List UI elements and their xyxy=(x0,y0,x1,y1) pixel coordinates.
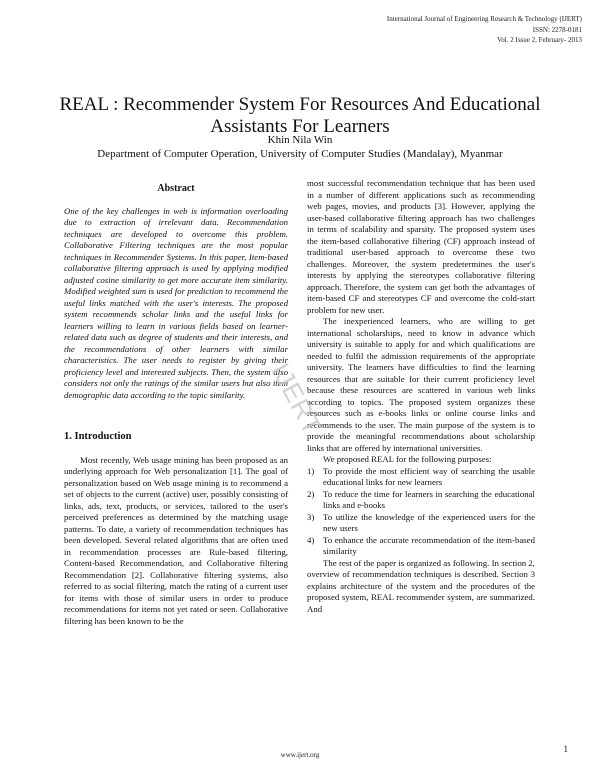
page-number: 1 xyxy=(563,744,568,754)
abstract-text: One of the key challenges in web is information overloading due to extraction of irrelevant data. Recommendation techniques are developed to overcome this problem. Collaborative Filtering techniques are the most popular techniques in Recommender Systems. In this paper, Item-based collaborative filtering approach is used by applying modified adjusted cosine similarity to get more accurate item similarity. Modified weighted sum is used for prediction to recommend the useful links matched with the user's interests. The proposed system recommends scholar links and the useful links for learners willing to learn in various fields based on learner-related data such as degree of students and their interests, and the recommendations of other learners with similar characteristics. The user needs to register by giving their proficiency level and interested subjects. Then, the system also considers not only the ratings of the similar users but also item demographic data according to the topic similarity. xyxy=(64,205,288,400)
intro-paragraph-2: most successful recommendation technique that has been used in a number of different applications such as recommending web pages, movies, and products [3]. However, applying the user-based collaborative filtering approach has two challenges in terms of scalability and sparsity. The proposed system uses the item-based collaborative filtering (CF) approach instead of traditional user-based approach to overcome these two challenges. Moreover, the system predetermines the user's interests by applying the stereotypes collaborative filtering approach. Therefore, the system can get both the advantages of item-based CF and stereotypes CF and overcome the cold-start problem for new user. xyxy=(307,178,535,315)
journal-header xyxy=(282,14,582,46)
right-column xyxy=(307,178,535,615)
left-column xyxy=(64,178,288,627)
journal-name: International Journal of Engineering Research & Technology (IJERT) xyxy=(386,15,582,23)
intro-paragraph-1: Most recently, Web usage mining has been proposed as an underlying approach for Web personalization [1]. The goal of personalization based on Web usage mining is to recommend a set of objects to the current (active) user, possibly consisting of links, ads, text, products, or services, tailored to the user's perceived preferences as determined by the matching usage patterns. To date, a variety of recommendation techniques has been developed. Several related algorithms that are often used in recommendation processes are Rule-based filtering, Content-based Recommendation, and Collaborative filtering Recommendation [2]. Collaborative filtering systems, also referred to as social filtering, match the rating of a current user for items with those of similar users in order to produce recommendations for items not yet rated or seen. Collaborative filtering has been known to be the xyxy=(64,454,288,626)
paper-title-line-2: Assistants For Learners xyxy=(210,116,390,137)
ijert-watermark: IJERT xyxy=(265,358,329,440)
paper-title xyxy=(0,94,600,138)
journal-volume: Vol. 2 Issue 2, February- 2013 xyxy=(497,36,582,44)
list-item: 4) To enhance the accurate recommendation of the item-based similarity xyxy=(307,534,535,556)
list-item: 3) To utilize the knowledge of the experienced users for the new users xyxy=(307,511,535,533)
footer-url[interactable]: www.ijert.org xyxy=(280,751,320,759)
list-item: 2) To reduce the time for learners in searching the educational links and e-books xyxy=(307,488,535,510)
abstract-heading: Abstract xyxy=(157,183,195,194)
paper-affiliation: Department of Computer Operation, University of Computer Studies (Mandalay), Myanmar xyxy=(97,148,503,160)
list-item: 1) To provide the most efficient way of searching the usable educational links for new learners xyxy=(307,465,535,487)
paper-title-line-1: REAL : Recommender System For Resources And Educational xyxy=(59,94,541,115)
intro-paragraph-3: The inexperienced learners, who are willing to get international scholarships, need to know in advance which university is suitable to apply for and which qualifications are needed to fulfil the admission requirements of the appropriate university. The learners have difficulties to find the learning resources that are suitable for their current proficiency level because these resources are scattered in various web links according to topics. The proposed system organizes these resources such as e-books links or online course links and recommends to the user. The main purpose of the system is to provide the meaningful recommendations about scholarship links that are offered by international universities. xyxy=(307,316,535,453)
introduction-heading: 1. Introduction xyxy=(64,431,132,442)
intro-paragraph-5: The rest of the paper is organized as following. In section 2, overview of recommendation techniques is described. Section 3 explains architecture of the system and the procedures of the proposed system, REAL recommender system, are summarized. And xyxy=(307,557,535,614)
intro-paragraph-4: We proposed REAL for the following purposes: xyxy=(323,454,492,464)
purpose-list xyxy=(307,466,535,558)
journal-issn: ISSN: 2278-0181 xyxy=(532,25,582,34)
paper-author: Khin Nila Win xyxy=(267,134,333,146)
